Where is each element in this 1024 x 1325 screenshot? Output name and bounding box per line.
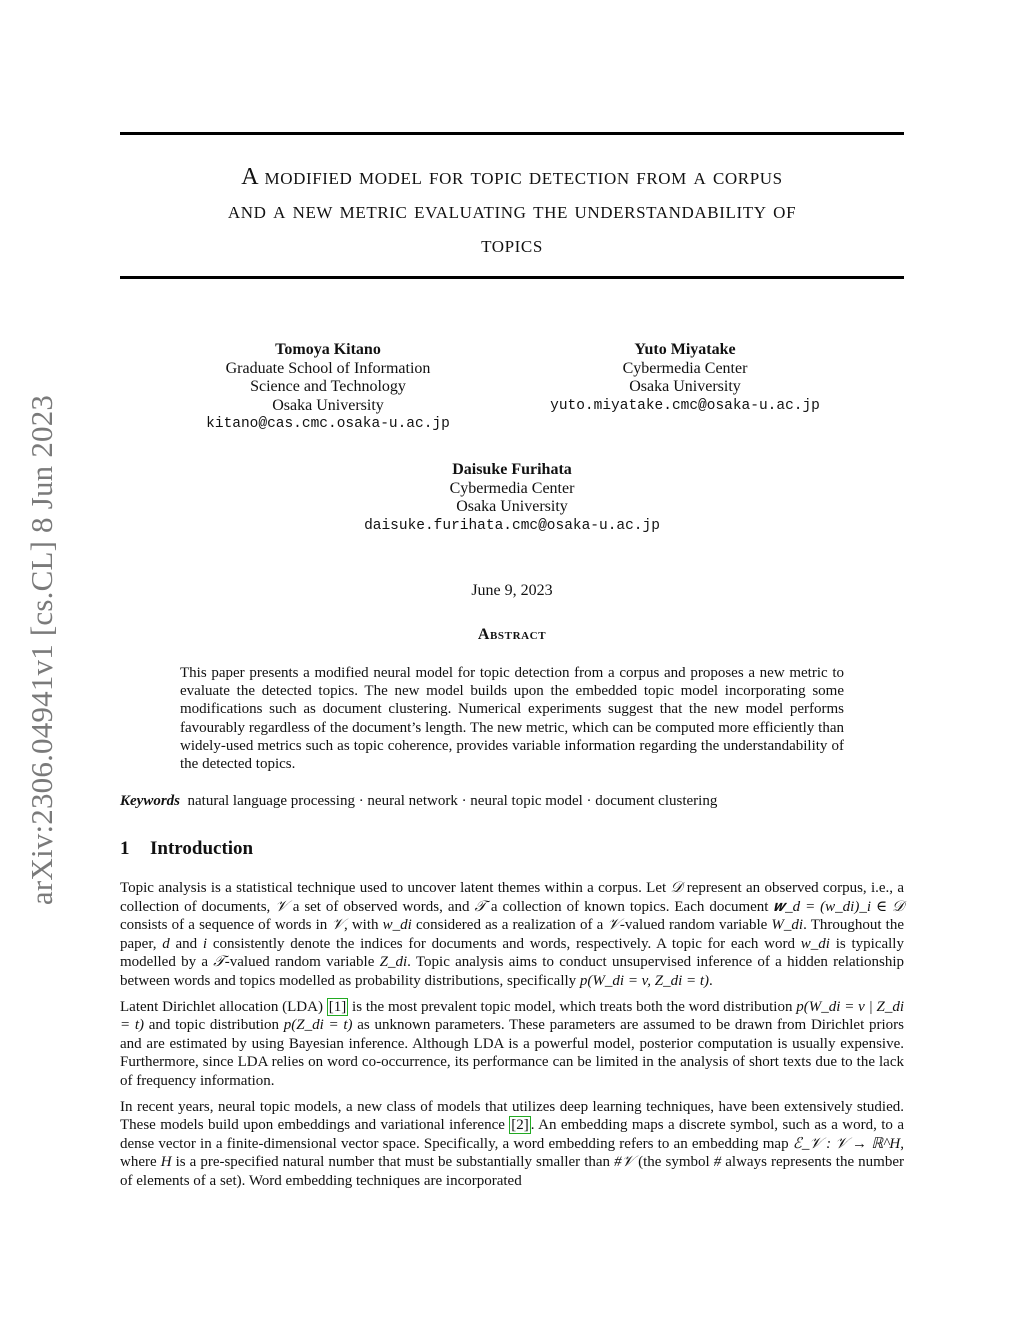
citation-link[interactable]: [2] xyxy=(511,1117,529,1134)
author-block-miyatake xyxy=(530,341,840,415)
author-email: yuto.miyatake.cmc@osaka-u.ac.jp xyxy=(550,397,820,414)
text-run: is a pre-specified natural number that must be substantially smaller than xyxy=(171,1154,615,1171)
text-run: is the most prevalent topic model, which treats both the word distribution xyxy=(348,998,797,1015)
math-document: 𝒘_d = (w_di)_i ∈ 𝒟 xyxy=(773,898,904,915)
keywords-label: Keywords xyxy=(120,793,180,809)
text-run: is typically modelled by a xyxy=(120,935,904,971)
paragraph-2 xyxy=(120,998,904,1091)
arxiv-identifier: arXiv:2306.04941v1 [cs.CL] 8 Jun 2023 xyxy=(24,394,59,906)
text-run: . Throughout the paper, xyxy=(120,917,905,952)
math-topic-distribution: p(Z_di = t) xyxy=(283,1017,353,1034)
section-heading xyxy=(120,838,253,860)
text-run: a collection of known topics. Each document xyxy=(485,898,774,915)
math-word: w_di xyxy=(382,917,412,934)
math-word: w_di xyxy=(800,935,830,952)
arxiv-sidebar-stamp xyxy=(18,370,66,930)
math-hash-symbol: # xyxy=(713,1154,722,1171)
author-name: Daisuke Furihata xyxy=(452,461,572,478)
title-bottom-rule xyxy=(120,276,904,279)
math-vocabulary: 𝒱 xyxy=(607,917,620,934)
text-run: . An embedding maps a discrete symbol, such as a word, to a dense vector in a finite-dimensional vector space. Specifically, a word embedding refers to an embedding map xyxy=(120,1117,904,1152)
author-email: daisuke.furihata.cmc@osaka-u.ac.jp xyxy=(364,517,660,534)
math-vocab-size: #𝒱 xyxy=(614,1154,635,1171)
text-run: consists of a sequence of words in xyxy=(120,917,332,934)
author-affiliation: Graduate School of Information xyxy=(225,359,431,377)
author-affiliation: Science and Technology xyxy=(250,378,406,395)
author-block-kitano xyxy=(188,341,468,434)
math-embedding-map: ℰ_𝒱 : 𝒱 → ℝ^H xyxy=(792,1135,901,1152)
text-run: . xyxy=(709,972,713,989)
text-run: Latent Dirichlet allocation (LDA) xyxy=(120,998,327,1015)
text-run: as unknown parameters. These parameters are assumed to be drawn from Dirichlet priors and are estimated by using Bayesian inference. Although LDA is a powerful model, posterior computation is usually expensive. Furthermore, since LDA relies on word co-occurrence, its performance can be limited in the analysis of short texts due to the lack of frequency information. xyxy=(120,1017,904,1089)
math-corpus: 𝒟 xyxy=(670,880,683,896)
author-affiliation: Osaka University xyxy=(629,378,741,395)
title-line-3: topics xyxy=(481,232,543,258)
text-run: , where xyxy=(120,1135,904,1171)
math-word-distribution: p(W_di = v | Z_di = t) xyxy=(120,998,904,1034)
text-run: and xyxy=(169,935,203,952)
text-run: always represents the number of elements of a set). Word embedding techniques are incorporated xyxy=(120,1154,904,1189)
section-title: Introduction xyxy=(150,838,254,859)
body-text xyxy=(120,879,904,1198)
text-run: . Topic analysis aims to conduct unsupervised inference of a hidden relationship between words and topics modelled as probability distributions, specifically xyxy=(120,954,904,989)
text-run: consistently denote the indices for documents and words, respectively. A topic for each word xyxy=(207,935,801,952)
text-run: In recent years, neural topic models, a new class of models that utilizes deep learning techniques, have been extensively studied. These models build upon embeddings and variational inference xyxy=(120,1098,904,1134)
author-affiliation: Cybermedia Center xyxy=(449,479,575,497)
text-run: and topic distribution xyxy=(144,1017,284,1034)
text-run: Topic analysis is a statistical technique used to uncover latent themes within a corpus. Let xyxy=(120,880,671,896)
math-index-i: i xyxy=(202,935,208,952)
author-name: Tomoya Kitano xyxy=(275,341,381,358)
title-line-2: and a new metric evaluating the understandability of xyxy=(227,198,797,224)
abstract-heading: Abstract xyxy=(477,626,547,643)
math-topics: 𝒯 xyxy=(213,954,225,971)
math-topic-variable: Z_di xyxy=(379,954,408,971)
text-run: , with xyxy=(343,917,383,934)
title-line-1: A modified model for topic detection from a corpus xyxy=(241,164,783,190)
math-dimension: H xyxy=(160,1154,172,1171)
citation-link[interactable]: [1] xyxy=(328,998,347,1015)
section-number: 1 xyxy=(120,838,130,859)
author-affiliation: Cybermedia Center xyxy=(622,359,748,377)
author-affiliation: Osaka University xyxy=(272,396,384,414)
math-vocabulary: 𝒱 xyxy=(331,917,344,934)
abstract-text: This paper presents a modified neural model for topic detection from a corpus and proposes a new metric to evaluate the detected topics. The new model builds upon the embedded topic model incorporating some modifications such as document clustering. Numerical experiments suggest that the new model performs favourably regardless of the document’s length. The new metric, which can be computed more efficiently than widely-used metrics such as topic coherence, provides variable information regarding the understandability of the detected topics. xyxy=(180,665,844,773)
author-affiliation: Osaka University xyxy=(456,498,568,515)
text-run: -valued random variable xyxy=(619,917,772,934)
author-name: Yuto Miyatake xyxy=(634,341,736,358)
publication-date: June 9, 2023 xyxy=(471,582,553,599)
text-run: (the symbol xyxy=(634,1154,714,1171)
author-block-furihata xyxy=(340,461,684,535)
paper-title xyxy=(120,160,904,262)
math-index-d: d xyxy=(162,935,170,952)
math-topics: 𝒯 xyxy=(474,898,486,915)
math-vocabulary: 𝒱 xyxy=(275,898,288,915)
author-email: kitano@cas.cmc.osaka-u.ac.jp xyxy=(206,416,450,432)
title-top-rule xyxy=(120,132,904,135)
paragraph-1 xyxy=(120,879,904,991)
paragraph-3 xyxy=(120,1098,904,1191)
text-run: represent an observed corpus, i.e., a collection of documents, xyxy=(120,880,905,915)
keywords-line xyxy=(120,793,904,810)
math-joint-probability: p(W_di = v, Z_di = t) xyxy=(579,972,710,989)
text-run: considered as a realization of a xyxy=(411,917,608,934)
keywords-text: natural language processing · neural network · neural topic model · document clustering xyxy=(187,793,718,809)
text-run: a set of observed words, and xyxy=(287,898,475,915)
text-run: -valued random variable xyxy=(224,954,380,971)
math-word-variable: W_di xyxy=(771,917,804,934)
